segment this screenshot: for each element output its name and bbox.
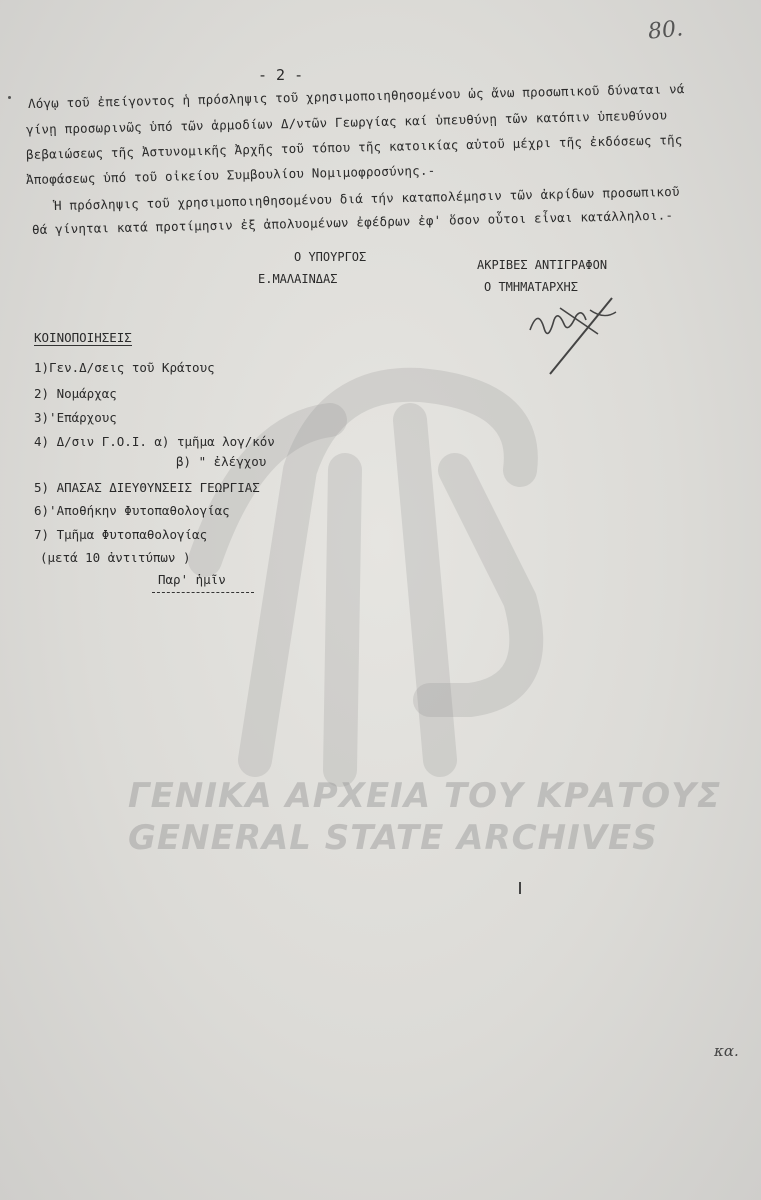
body-line: βεβαιώσεως τῆς Ἀστυνομικῆς Ἀρχῆς τοῦ τόπου τῆς κατοικίας αὐτοῦ μέχρι τῆς ἐκδόσεως τῆς (25, 132, 683, 162)
notification-item: 2) Νομάρχας (34, 386, 117, 401)
section-head-title: Ο ΤΜΗΜΑΤΑΡΧΗΣ (484, 280, 578, 294)
body-line: Ἀποφάσεως ὑπό τοῦ οἰκείου Συμβουλίου Νομιμοφροσύνης.- (25, 162, 436, 187)
notification-item: (μετά 10 ἀντιτύπων ) (40, 550, 191, 565)
stray-mark (519, 882, 521, 894)
margin-dot (8, 96, 11, 99)
notification-item: 1)Γεν.Δ/σεις τοῦ Κράτους (34, 360, 215, 375)
notification-item: 5) ΑΠΑΣΑΣ ΔΙΕΥΘΥΝΣΕΙΣ ΓΕΩΡΓΙΑΣ (34, 480, 260, 495)
footer-underline (152, 592, 254, 593)
notification-item: 7) Τμῆμα Φυτοπαθολογίας (34, 527, 208, 542)
copy-certification-title: ΑΚΡΙΒΕΣ ΑΝΤΙΓΡΑΦΟΝ (477, 258, 608, 272)
body-line: Ἡ πρόσληψις τοῦ χρησιμοποιηθησομένου διά τήν καταπολέμησιν τῶν ἀκρίδων προσωπικοῦ (53, 183, 680, 213)
corner-note: κα. (714, 1042, 739, 1060)
notification-subitem: β) " ἐλέγχου (176, 454, 267, 469)
notifications-heading: ΚΟΙΝΟΠΟΙΗΣΕΙΣ (34, 330, 132, 345)
notification-item: 3)'Επάρχους (34, 410, 117, 425)
minister-title: Ο ΥΠΟΥΡΓΟΣ (294, 250, 367, 264)
folio-number: 80. (646, 16, 685, 45)
body-line: γίνῃ προσωρινῶς ὑπό τῶν ἁρμοδίων Δ/ντῶν Γεωργίας καί ὑπευθύνῃ τῶν κατόπιν ὑπευθύνου (25, 107, 668, 137)
body-line: θά γίνηται κατά προτίμησιν ἐξ ἀπολυομένων ἐφέδρων ἐφ' ὅσον οὗτοι εἶναι κατάλληλοι.- (31, 207, 674, 237)
notification-item: 6)'Αποθήκην Φυτοπαθολογίας (34, 503, 230, 518)
handwritten-signature (520, 290, 630, 380)
body-line: Λόγῳ τοῦ ἐπείγοντος ἡ πρόσληψις τοῦ χρησιμοποιηθησομένου ὡς ἄνω προσωπικοῦ δύναται νά (27, 81, 685, 111)
notifications-footer: Παρ' ἡμῖν (158, 572, 226, 587)
watermark-text-greek: ΓΕΝΙΚΑ ΑΡΧΕΙΑ ΤΟΥ ΚΡΑΤΟΥΣ (128, 776, 722, 816)
page-number: - 2 - (258, 66, 304, 84)
minister-name: Ε.ΜΑΛΑΙΝΔΑΣ (258, 272, 338, 286)
watermark-text-english: GENERAL STATE ARCHIVES (128, 818, 658, 858)
notification-item: 4) Δ/σιν Γ.Ο.Ι. α) τμῆμα λογ/κόν (34, 434, 275, 449)
